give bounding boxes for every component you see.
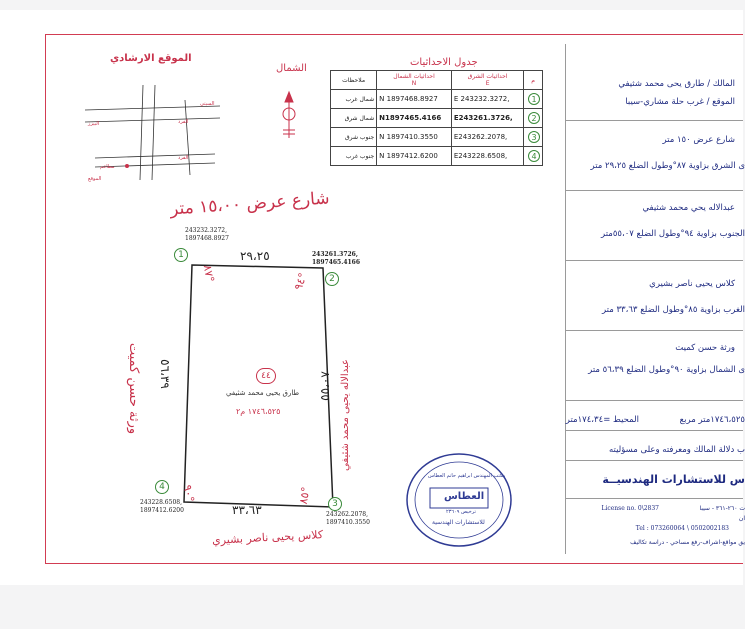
row-num-badge: 3 — [528, 131, 540, 143]
east-border-title: عبدالاله يحي محمد شثيفي — [642, 203, 735, 213]
vertex-4-marker: 4 — [155, 480, 169, 494]
stamp-line2: للاستشارات الهندسية — [432, 519, 485, 526]
guide-title: الموقع الارشادي — [110, 53, 192, 64]
left-neighbor: ورثة حسن كميت — [126, 342, 142, 435]
angle-se: ٨٥° — [296, 485, 313, 506]
panel-rule — [565, 120, 743, 121]
parcel-owner: طارق يحيى محمد شثيفي — [226, 389, 300, 397]
table-row — [331, 147, 543, 166]
header-north-letter: N — [411, 80, 417, 87]
street-label: شارع عرض ١٥،٠٠ متر — [169, 188, 331, 220]
right-side-length: ٥٥،٠٧ — [317, 371, 332, 401]
angle-nw: ٨٧° — [200, 263, 217, 284]
panel-rule — [565, 430, 743, 431]
perimeter-value: المحيط =١٧٤،٣٤متر — [565, 415, 639, 425]
panel-rule — [565, 190, 743, 191]
corner-2-n: 1897465.4166 — [312, 259, 361, 266]
row-note: شمال شرق — [331, 109, 377, 128]
panel-rule — [565, 400, 743, 401]
stamp-line1: مكتب المهندس ابراهيم حاتم العطاس — [428, 473, 506, 479]
row-east: E243261.3726, — [451, 109, 523, 128]
bottom-side-length: ٣٣،٦٣ — [232, 503, 262, 517]
office-name: س للاستشارات الهندسيــة — [602, 473, 745, 486]
stamp-license: ترخيص ٢٣٦٠٩ — [446, 509, 476, 515]
north-border-title: شارع عرض ١٥٠ متر — [662, 135, 735, 145]
table-row — [331, 90, 543, 109]
panel-rule — [565, 498, 743, 499]
row-note: جنوب غرب — [331, 147, 377, 166]
document-sheet — [0, 10, 743, 585]
header-east-label: احداثيات الشرق — [467, 73, 508, 80]
parcel-area: ١٧٤٦،٥٢٥ م٢ — [236, 407, 281, 416]
south-border-title: كلاس يحيى ناصر بشيري — [649, 279, 735, 289]
guide-map — [65, 80, 235, 190]
left-side-length: ٥٦،٣٩ — [157, 359, 172, 389]
header-north — [377, 71, 452, 90]
owner-line: المالك / طارق يحى محمد شثيفي — [618, 79, 735, 89]
angle-ne: ٩٤° — [291, 271, 310, 292]
row-num — [524, 128, 543, 147]
vertex-2-marker: 2 — [325, 272, 339, 286]
south-border-desc: الغرب بزاوية ٨٥°وطول الضلع ٣٣،٦٣ متر — [601, 305, 745, 315]
header-east — [451, 71, 523, 90]
right-neighbor: عبدالاله يحيى محمد شثيفي — [339, 359, 351, 471]
row-note: جنوب شرق — [331, 128, 377, 147]
guide-label: البيزز — [88, 121, 100, 127]
corner-4-n: 1897412.6200 — [140, 507, 184, 514]
guide-label: الفرد — [178, 155, 189, 161]
office-an: ان — [738, 515, 745, 522]
panel-rule — [565, 460, 743, 461]
corner-1-e: 243232.3272, — [185, 227, 227, 234]
office-phone: Tel : 073260064 \ 0502002183 — [635, 525, 729, 532]
angle-sw: ٩٠° — [180, 483, 197, 504]
location-line: الموقع / غرب حلة مشاري-سيبا — [625, 97, 735, 107]
west-border-title: ورثة حسن كميت — [675, 343, 735, 353]
table-row — [331, 128, 543, 147]
guide-label: السيتي — [200, 101, 215, 107]
west-border-desc: ى الشمال بزاوية ٩٠°وطول الضلع ٥٦،٣٩ متر — [588, 365, 745, 375]
guide-label: الموقع — [88, 176, 102, 182]
row-north: N 1897468.8927 — [377, 90, 452, 109]
row-num — [524, 90, 543, 109]
guide-label: مطاعم — [100, 164, 115, 170]
east-border-desc: الجنوب بزاوية ٩٤°وطول الضلع ٥٥،٠٧متر — [601, 229, 745, 239]
row-num-badge: 4 — [528, 150, 540, 162]
license-number: License no. 0\2837 — [601, 505, 659, 512]
area-value: ١٧٤٦،٥٢٥متر مربع — [679, 415, 745, 425]
corner-3-e: 243262.2078, — [326, 511, 368, 518]
row-num — [524, 109, 543, 128]
row-north: N1897465.4166 — [377, 109, 452, 128]
north-border-desc: ى الشرق بزاوية ٨٧°وطول الضلع ٢٩،٢٥ متر — [590, 161, 745, 171]
parcel-number-badge: ٤٤ — [256, 368, 276, 384]
row-east: E 243232.3272, — [451, 90, 523, 109]
corner-2-e: 243261.3726, — [312, 251, 358, 258]
coords-table-title: جدول الاحداثيات — [410, 57, 478, 68]
header-num: م — [524, 71, 543, 90]
table-header-row — [331, 71, 543, 90]
table-row — [331, 109, 543, 128]
row-note: شمال غرب — [331, 90, 377, 109]
guide-label: الفرد — [178, 119, 189, 125]
corner-1-n: 1897468.8927 — [185, 235, 229, 242]
office-services: يق مواقع-اشراف-رفع مساحي - دراسة تكاليف — [630, 539, 745, 546]
panel-rule — [565, 330, 743, 331]
vertex-3-marker: 3 — [328, 497, 342, 511]
row-num-badge: 2 — [528, 112, 540, 124]
office-address: ت ٢٦٠-٣٦١ - سيبا — [699, 505, 745, 512]
corner-4-e: 243228.6508, — [140, 499, 182, 506]
corner-3-n: 1897410.3550 — [326, 519, 370, 526]
row-north: N 1897410.3550 — [377, 128, 452, 147]
stamp-name: العطاس — [444, 491, 485, 502]
header-north-label: احداثيات الشمال — [393, 73, 435, 80]
row-east: E243262.2078, — [451, 128, 523, 147]
row-num — [524, 147, 543, 166]
north-arrow-icon — [279, 90, 299, 140]
responsibility-note: ب دلالة المالك ومعرفته وعلى مسؤليته — [608, 445, 745, 455]
header-notes: ملاحظات — [331, 71, 377, 90]
row-north: N 1897412.6200 — [377, 147, 452, 166]
coords-table — [330, 70, 543, 166]
top-side-length: ٢٩،٢٥ — [240, 249, 270, 263]
panel-rule — [565, 260, 743, 261]
row-east: E243228.6508, — [451, 147, 523, 166]
bottom-neighbor: كلاس يحيى ناصر بشيري — [211, 528, 324, 547]
vertex-1-marker: 1 — [174, 248, 188, 262]
north-label: الشمال — [276, 63, 307, 74]
header-east-letter: E — [485, 80, 490, 87]
row-num-badge: 1 — [528, 93, 540, 105]
